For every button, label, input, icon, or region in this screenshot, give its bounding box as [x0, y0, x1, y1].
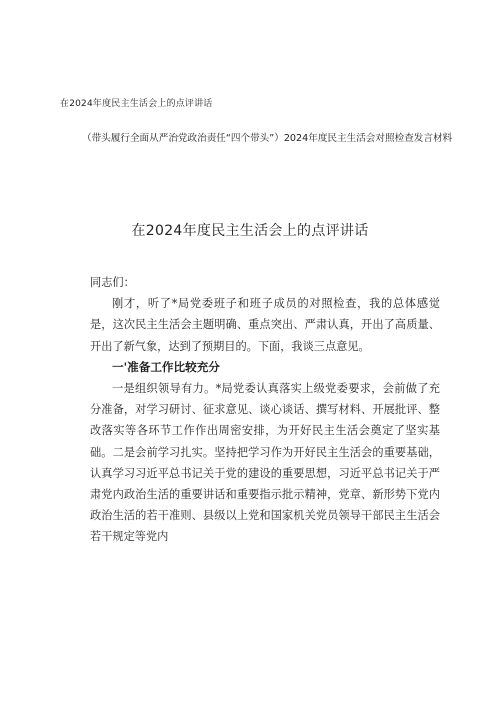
salutation: 同志们：: [90, 276, 135, 289]
speech-title: 在2024年度民主生活会上的点评讲话: [131, 223, 369, 239]
intro-paragraph: 刚才，听了*局党委班子和班子成员的对照检查，我的总体感觉是，这次民主生活会主题明确、重点突出、严肃认真，开出了高质量、开出了新气象，达到了预期目的。下面，我谈三点意见。: [90, 297, 440, 353]
document-header-title: 在2024年度民主生活会上的点评讲话: [60, 99, 213, 109]
section-paragraph: 一是组织领导有力。*局党委认真落实上级党委要求，会前做了充分准备，对学习研讨、征求意见、谈心谈话、撰写材料、开展批评、整改落实等各环节工作作出周密安排，为开好民主生活会奠定了坚实基础。二是会前学习扎实。坚持把学习作为开好民主生活会的重要基础，认真学习习近平总书记关于党的建设的重要思想，习近平总书记关于严肃党内政治生活的重要讲话和重要指示批示精神，党章、新形势下党内政治生活的若干准则、县级以上党和国家机关党员领导干部民主生活会若干规定等党内: [90, 382, 440, 544]
related-material-title: （带头履行全面从严治党政治责任“四个带头”）2024年度民主生活会对照检查发言材料: [82, 133, 453, 144]
section-heading: 一'准备工作比较充分: [112, 359, 220, 374]
speech-body: [90, 272, 440, 548]
